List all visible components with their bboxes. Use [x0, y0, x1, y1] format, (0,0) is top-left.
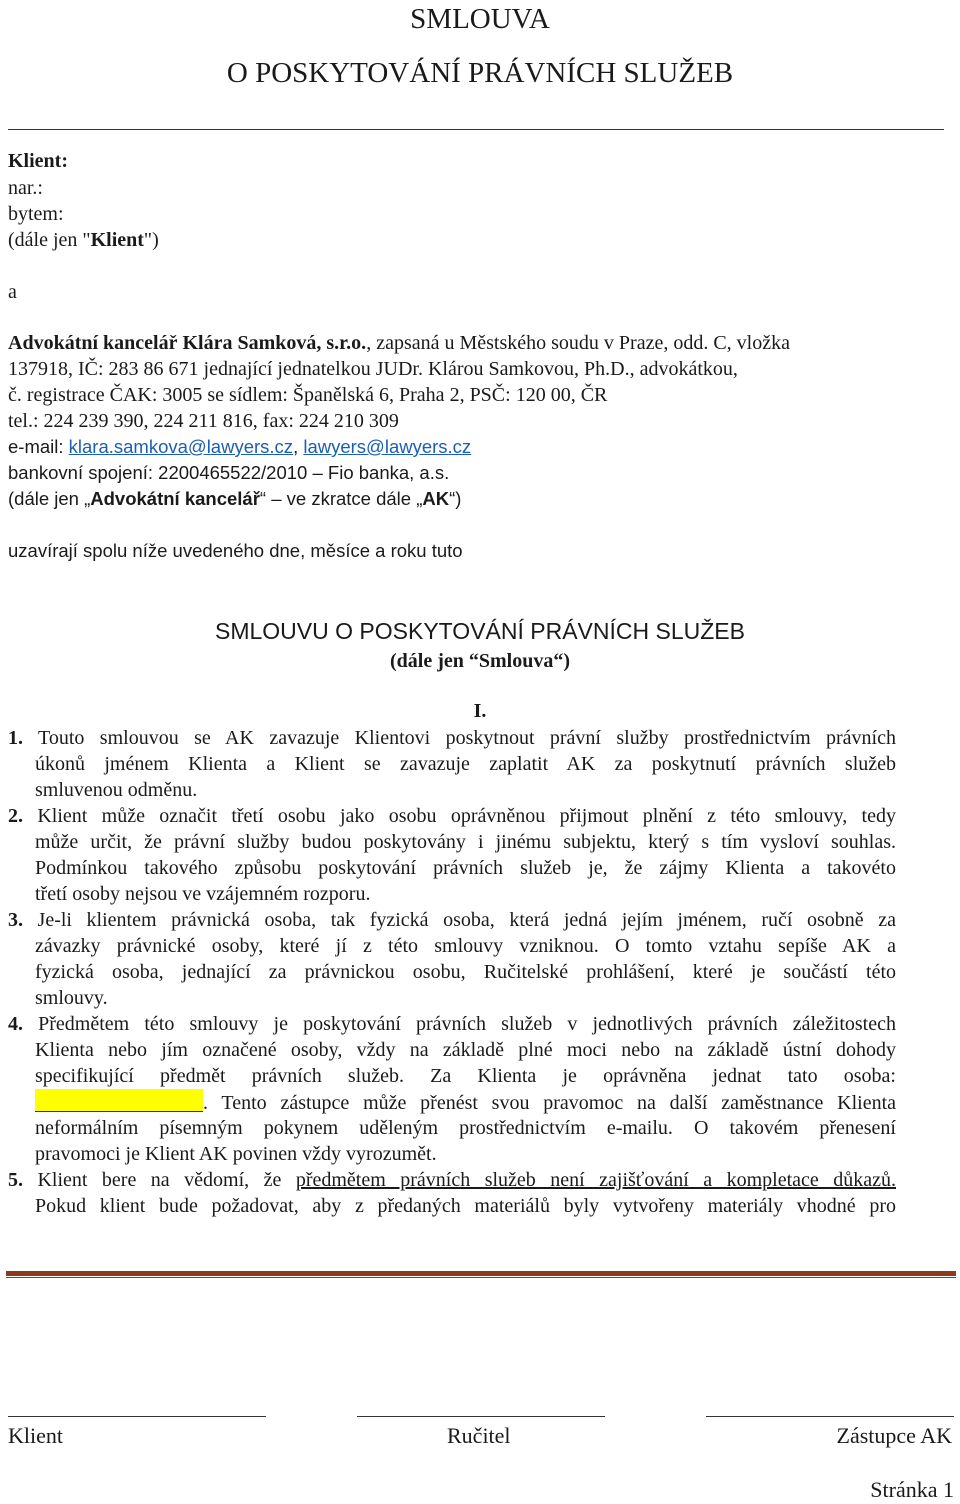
clause-text: Klient může označit třetí osobu jako osobu oprávněnou přijmout plnění z této smlouvy, tedy [23, 805, 896, 827]
clause-text: Předmětem této smlouvy je poskytování právních služeb v jednotlivých právních záležitostech [23, 1013, 896, 1035]
signature-line-guarantor [357, 1416, 605, 1417]
contract-heading: SMLOUVU O POSKYTOVÁNÍ PRÁVNÍCH SLUŽEB [215, 618, 745, 644]
clause-text: smlouvy. [35, 987, 108, 1009]
intro-text: uzavírají spolu níže uvedeného dne, měsíce a roku tuto [8, 540, 463, 561]
clause-text: může určit, že právní služby budou poskytovány i jinému subjektu, který s tím vysloví souhlas. [35, 831, 896, 853]
header-rule [8, 129, 944, 130]
document-subtitle: O POSKYTOVÁNÍ PRÁVNÍCH SLUŽEB [226, 57, 734, 89]
clause-text: Klient bere na vědomí, že [23, 1169, 296, 1191]
client-alias [8, 227, 159, 253]
firm-alias-mid: “ – ve zkratce dále „ [259, 488, 423, 509]
email-link-lawyers[interactable]: lawyers@lawyers.cz [303, 436, 472, 457]
clause-text: úkonů jménem Klienta a Klient se zavazuje zaplatit AK za poskytnutí právních služeb [35, 753, 896, 775]
client-alias-suffix: ") [143, 229, 159, 251]
clause-text: Je-li klientem právnická osoba, tak fyzická osoba, která jedná jejím jménem, ručí osobně za [23, 909, 896, 931]
clause-text: pravomoci je Klient AK povinen vždy vyrozumět. [35, 1143, 437, 1165]
clause-text: Podmínkou takového způsobu poskytování právních služeb je, že zájmy Klienta a takovéto [35, 857, 896, 879]
clause-5 [8, 1167, 896, 1219]
footer-separator [6, 1271, 956, 1276]
clause-1 [8, 725, 896, 803]
clause-4 [8, 1011, 896, 1167]
clause-text: závazky právnické osoby, které jí z této smlouvy vzniknou. O tomto vztahu sepíše AK a [35, 935, 896, 957]
firm-name: Advokátní kancelář Klára Samková, s.r.o. [8, 332, 367, 354]
firm-email-line [8, 434, 471, 460]
clause-number: 4. [8, 1013, 23, 1035]
clause-number: 2. [8, 805, 23, 827]
clause-text: . Tento zástupce může přenést svou pravomoc na další zaměstnance Klienta [203, 1092, 896, 1114]
signature-label-client: Klient [8, 1423, 63, 1448]
email-separator: , [293, 436, 304, 457]
footer-separator-thin [6, 1277, 956, 1278]
signature-label-representative: Zástupce AK [836, 1423, 952, 1448]
clause-text: třetí osoby nejsou ve vzájemném rozporu. [35, 883, 371, 905]
document-title: SMLOUVA [410, 3, 550, 35]
blank-fill-field[interactable] [35, 1089, 203, 1112]
clause-number: 1. [8, 727, 23, 749]
clause-number: 5. [8, 1169, 23, 1191]
client-birth-label: nar.: [8, 177, 43, 199]
conjunction-a: a [8, 281, 17, 303]
firm-line-1 [8, 330, 790, 356]
firm-phone: tel.: 224 239 390, 224 211 816, fax: 224 210 309 [8, 410, 399, 432]
page-number: Stránka 1 [870, 1477, 954, 1502]
clause-2 [8, 803, 896, 907]
firm-alias-prefix: (dále jen „ [8, 488, 91, 509]
clause-text: fyzická osoba, jednající za právnickou osobu, Ručitelské prohlášení, které je součástí této [35, 961, 896, 983]
clause-number: 3. [8, 909, 23, 931]
contract-alias: (dále jen “Smlouva“) [390, 650, 570, 672]
clause-text: Pokud klient bude požadovat, aby z předaných materiálů byly vytvořeny materiály vhodné pro [35, 1195, 896, 1217]
client-alias-prefix: (dále jen " [8, 229, 91, 251]
firm-line-3: č. registrace ČAK: 3005 se sídlem: Španělská 6, Praha 2, PSČ: 120 00, ČR [8, 384, 608, 406]
client-label: Klient: [8, 150, 68, 172]
email-label: e-mail: [8, 436, 69, 457]
client-address-label: bytem: [8, 203, 64, 225]
clause-text: neformálním písemným pokynem uděleným prostřednictvím e-mailu. O takovém přenesení [35, 1117, 896, 1139]
client-alias-name: Klient [90, 229, 144, 251]
signature-label-guarantor: Ručitel [447, 1423, 511, 1448]
firm-alias-suffix: “) [449, 488, 462, 509]
clause-text: Touto smlouvou se AK zavazuje Klientovi poskytnout právní služby prostřednictvím právních [23, 727, 896, 749]
clause-text: smluvenou odměnu. [35, 779, 198, 801]
clause-text: Klienta nebo jím označené osoby, vždy na základě plné moci nebo na základě ústní dohody [35, 1039, 896, 1061]
clause-underlined-text: předmětem právních služeb není zajišťování a kompletace důkazů. [295, 1169, 896, 1191]
signature-line-representative [706, 1416, 954, 1417]
firm-line-2: 137918, IČ: 283 86 671 jednající jednatelkou JUDr. Klárou Samkovou, Ph.D., advokátkou, [8, 358, 738, 380]
section-number: I. [473, 700, 487, 722]
firm-alias-name: Advokátní kancelář [90, 488, 260, 509]
email-link-klara[interactable]: klara.samkova@lawyers.cz [68, 436, 294, 457]
firm-alias [8, 486, 461, 512]
firm-registration: , zapsaná u Městského soudu v Praze, odd. C, vložka [366, 332, 790, 354]
clause-text: specifikující předmět právních služeb. Za Klienta je oprávněna jednat tato osoba: [35, 1065, 896, 1087]
firm-alias-abbr: AK [422, 488, 450, 509]
clause-3 [8, 907, 896, 1011]
signature-line-client [8, 1416, 266, 1417]
firm-bank: bankovní spojení: 2200465522/2010 – Fio banka, a.s. [8, 462, 450, 483]
